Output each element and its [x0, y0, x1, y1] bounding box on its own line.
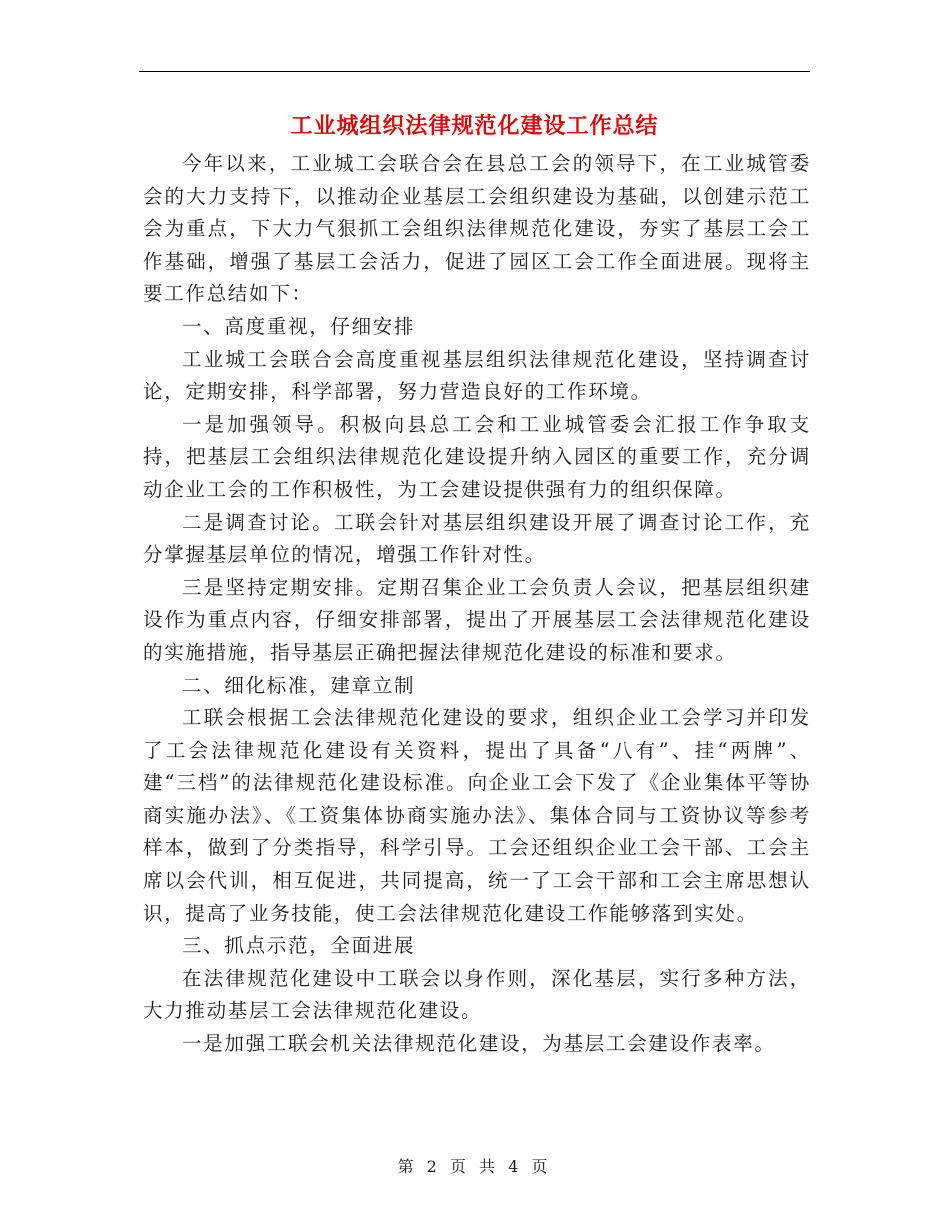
document-title: 工业城组织法律规范化建设工作总结	[290, 113, 659, 139]
paragraph: 一是加强工联会机关法律规范化建设，为基层工会建设作表率。	[182, 1032, 776, 1056]
paragraph: 三是坚持定期安排。定期召集企业工会负责人会议，把基层组织建设作为重点内容，仔细安排部署，提出了开展基层工会法律规范化建设的实施措施，指导基层正确把握法律规范化建设的标准和要求。	[143, 575, 811, 664]
page-number: 第 2 页 共 4 页	[397, 1157, 552, 1176]
paragraph: 一是加强领导。积极向县总工会和工业城管委会汇报工作争取支持，把基层工会组织法律规范化建设提升纳入园区的重要工作，充分调动企业工会的工作积极性，为工会建设提供强有力的组织保障。	[143, 412, 811, 501]
section-heading-3: 三、抓点示范，全面进展	[182, 934, 416, 958]
paragraph: 在法律规范化建设中工联会以身作则，深化基层，实行多种方法，大力推动基层工会法律规范化建设。	[143, 966, 811, 1023]
paragraph-intro: 今年以来，工业城工会联合会在县总工会的领导下，在工业城管委会的大力支持下，以推动企业基层工会组织建设为基础，以创建示范工会为重点，下大力气狠抓工会组织法律规范化建设，夯实了基层工会工作基础，增强了基层工会活力，促进了园区工会工作全面进展。现将主要工作总结如下：	[143, 152, 811, 306]
section-heading-1: 一、高度重视，仔细安排	[182, 314, 416, 338]
paragraph: 二是调查讨论。工联会针对基层组织建设开展了调查讨论工作，充分掌握基层单位的情况，增强工作针对性。	[143, 510, 811, 567]
section-heading-2: 二、细化标准，建章立制	[182, 673, 416, 697]
document-body	[143, 148, 811, 1061]
paragraph: 工业城工会联合会高度重视基层组织法律规范化建设，坚持调查讨论，定期安排，科学部署，努力营造良好的工作环境。	[143, 347, 811, 404]
header-rule	[139, 71, 810, 72]
paragraph: 工联会根据工会法律规范化建设的要求，组织企业工会学习并印发了工会法律规范化建设有关资料，提出了具备“八有”、挂“两牌”、建“三档”的法律规范化建设标准。向企业工会下发了《企业集体平等协商实施办法》、《工资集体协商实施办法》、集体合同与工资协议等参考样本，做到了分类指导，科学引导。工会还组织企业工会干部、工会主席以会代训，相互促进，共同提高，统一了工会干部和工会主席思想认识，提高了业务技能，使工会法律规范化建设工作能够落到实处。	[143, 706, 811, 925]
